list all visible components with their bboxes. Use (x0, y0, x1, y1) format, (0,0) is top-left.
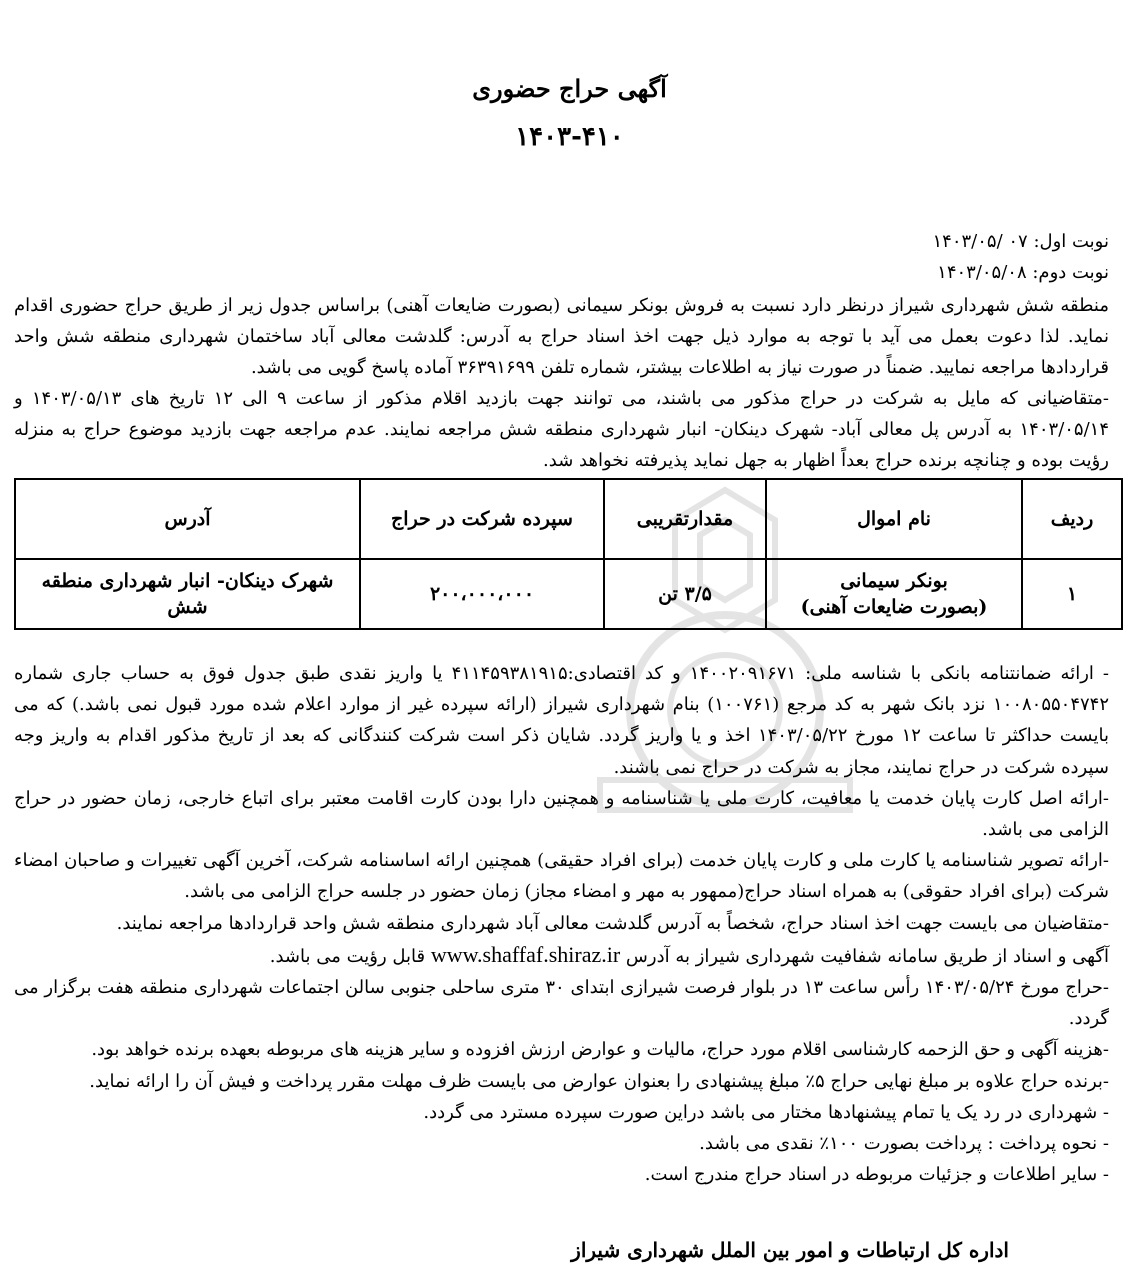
cell-address (15, 559, 360, 629)
visit-paragraph: -متقاضیانی که مایل به شرکت در حراج مذکور می باشند، می توانند جهت بازدید اقلام مذکور از ساعت ۹ الی ۱۲ تاریخ های ۱۴۰۳/۰۵/۱۳ و ۱۴۰۳/۰۵/۱۴ به آدرس پل معالی آباد- شهرک دینکان- انبار شهرداری منطقه شش مراجعه نمایند. عدم مراجعه جهت بازدید موضوع حراج به منزله رؤیت بوده و چنانچه برنده حراج بعداً اظهار به جهل نماید پذیرفته نخواهد شد. (14, 388, 1109, 471)
condition-website (14, 939, 1109, 972)
cell-quantity: ۳/۵ تن (604, 559, 766, 629)
cell-item-name (766, 559, 1022, 629)
item-name-line2: (بصورت ضایعات آهنی) (800, 596, 988, 618)
condition-obtain-docs: -متقاضیان می بایست جهت اخذ اسناد حراج، شخصاً به آدرس گلدشت معالی آباد شهرداری منطقه شش واحد قراردادها مراجعه نمایند. (116, 912, 1109, 934)
header-deposit: سپرده شرکت در حراج (360, 479, 604, 559)
header-address: آدرس (15, 479, 360, 559)
condition-rejection: - شهرداری در رد یک یا تمام پیشنهادها مختار می باشد دراین صورت سپرده مسترد می گردد. (423, 1101, 1109, 1123)
cell-deposit: ۲۰۰،۰۰۰،۰۰۰ (360, 559, 604, 629)
header-row-number: ردیف (1022, 479, 1122, 559)
website-link[interactable]: www.shaffaf.shiraz.ir (430, 941, 621, 967)
condition-costs: -هزینه آگهی و حق الزحمه کارشناسی اقلام مورد حراج، مالیات و عوارض ارزش افزوده و سایر هزینه های مربوطه بعهده برنده خواهد بود. (91, 1039, 1109, 1061)
condition-payment: - نحوه پرداخت : پرداخت بصورت ۱۰۰٪ نقدی می باشد. (699, 1133, 1109, 1155)
condition-documents: -ارائه تصویر شناسنامه یا کارت ملی و کارت پایان خدمت (برای افراد حقیقی) همچنین ارائه اساسنامه شرکت، آخرین آگهی تغییرات و صاحبان امضاء شرکت (برای افراد حقوقی) به همراه اسناد حراج(ممهور به مهر و امضاء مجاز) زمان حضور در جلسه حراج الزامی می باشد. (14, 850, 1109, 903)
website-text-before: آگهی و اسناد از طریق سامانه شفافیت شهرداری شیراز به آدرس (620, 945, 1109, 967)
notice-title: آگهی حراج حضوری (472, 74, 667, 103)
condition-id-cards: -ارائه اصل کارت پایان خدمت یا معافیت، کارت ملی یا شناسنامه و همچنین دارا بودن کارت اقامت معتبر برای اتباع خارجی، زمان حضور در حراج الزامی می باشد. (14, 787, 1109, 841)
second-publication-date: نوبت دوم: ۱۴۰۳/۰۵/۰۸ (937, 262, 1109, 283)
cell-row-number: ۱ (1022, 559, 1122, 629)
auction-items-table (14, 478, 1123, 630)
condition-fee: -برنده حراج علاوه بر مبلغ نهایی حراج ۵٪ مبلغ پیشنهادی را بعنوان عوارض می بایست ظرف مهلت مقرر پرداخت و فیش آن را ارائه نماید. (89, 1070, 1109, 1092)
address-line1: شهرک دینکان- انبار شهرداری منطقه (41, 570, 334, 592)
header-item-name: نام اموال (766, 479, 1022, 559)
first-publication-date: نوبت اول: ۰۷ /۱۴۰۳/۰۵ (932, 231, 1109, 252)
intro-section (14, 290, 1109, 476)
header-quantity: مقدارتقریبی (604, 479, 766, 559)
condition-other: - سایر اطلاعات و جزئیات مربوطه در اسناد حراج مندرج است. (644, 1164, 1109, 1186)
notice-number: ۱۴۰۳-۴۱۰ (515, 122, 624, 152)
condition-auction-date: -حراج مورخ ۱۴۰۳/۰۵/۲۴ رأس ساعت ۱۳ در بلوار فرصت شیرازی ابتدای ۳۰ متری ساحلی جنوبی سالن اجتماعات شهرداری منطقه هفت برگزار می گردد. (14, 977, 1109, 1030)
conditions-section (14, 658, 1109, 1190)
publication-dates (709, 226, 1109, 288)
address-line2: شش (167, 596, 208, 618)
footer-signature: اداره کل ارتباطات و امور بین الملل شهرداری شیراز (571, 1238, 1009, 1262)
condition-guarantee: - ارائه ضمانتنامه بانکی با شناسه ملی: ۱۴۰۰۲۰۹۱۶۷۱ و کد اقتصادی:۴۱۱۴۵۹۳۸۱۹۱۵ یا واریز نقدی طبق جدول فوق به حساب جاری شماره ۱۰۰۸۰۵۵۰۴۷۴۲ نزد بانک شهر به کد مرجع (۱۰۰۷۶۱) بنام شهرداری شیراز (ارائه سپرده غیر از موارد اعلام شده مورد قبول نمی باشد.) که می بایست حداکثر تا ساعت ۱۲ مورخ ۱۴۰۳/۰۵/۲۲ اخذ و یا واریز گردد. شایان ذکر است شرکت کنندگانی که بعد از تاریخ مذکور اقدام به واریز وجه سپرده شرکت در حراج نمایند، مجاز به شرکت در حراج نمی باشند. (14, 663, 1110, 778)
intro-paragraph: منطقه شش شهرداری شیراز درنظر دارد نسبت به فروش بونکر سیمانی (بصورت ضایعات آهنی) براساس جدول زیر از طریق حراج حضوری اقدام نماید. لذا دعوت بعمل می آید با توجه به موارد ذیل جهت اخذ اسناد حراج به آدرس: گلدشت معالی آباد ساختمان شهرداری منطقه شش واحد قراردادها مراجعه نمایید. ضمناً در صورت نیاز به اطلاعات بیشتر، شماره تلفن ۳۶۳۹۱۶۹۹ آماده پاسخ گویی می باشد. (14, 295, 1109, 378)
table-row (15, 559, 1122, 629)
item-name-line1: بونکر سیمانی (840, 570, 948, 592)
website-text-after: قابل رؤیت می باشد. (269, 945, 431, 967)
table-header-row (15, 479, 1122, 559)
